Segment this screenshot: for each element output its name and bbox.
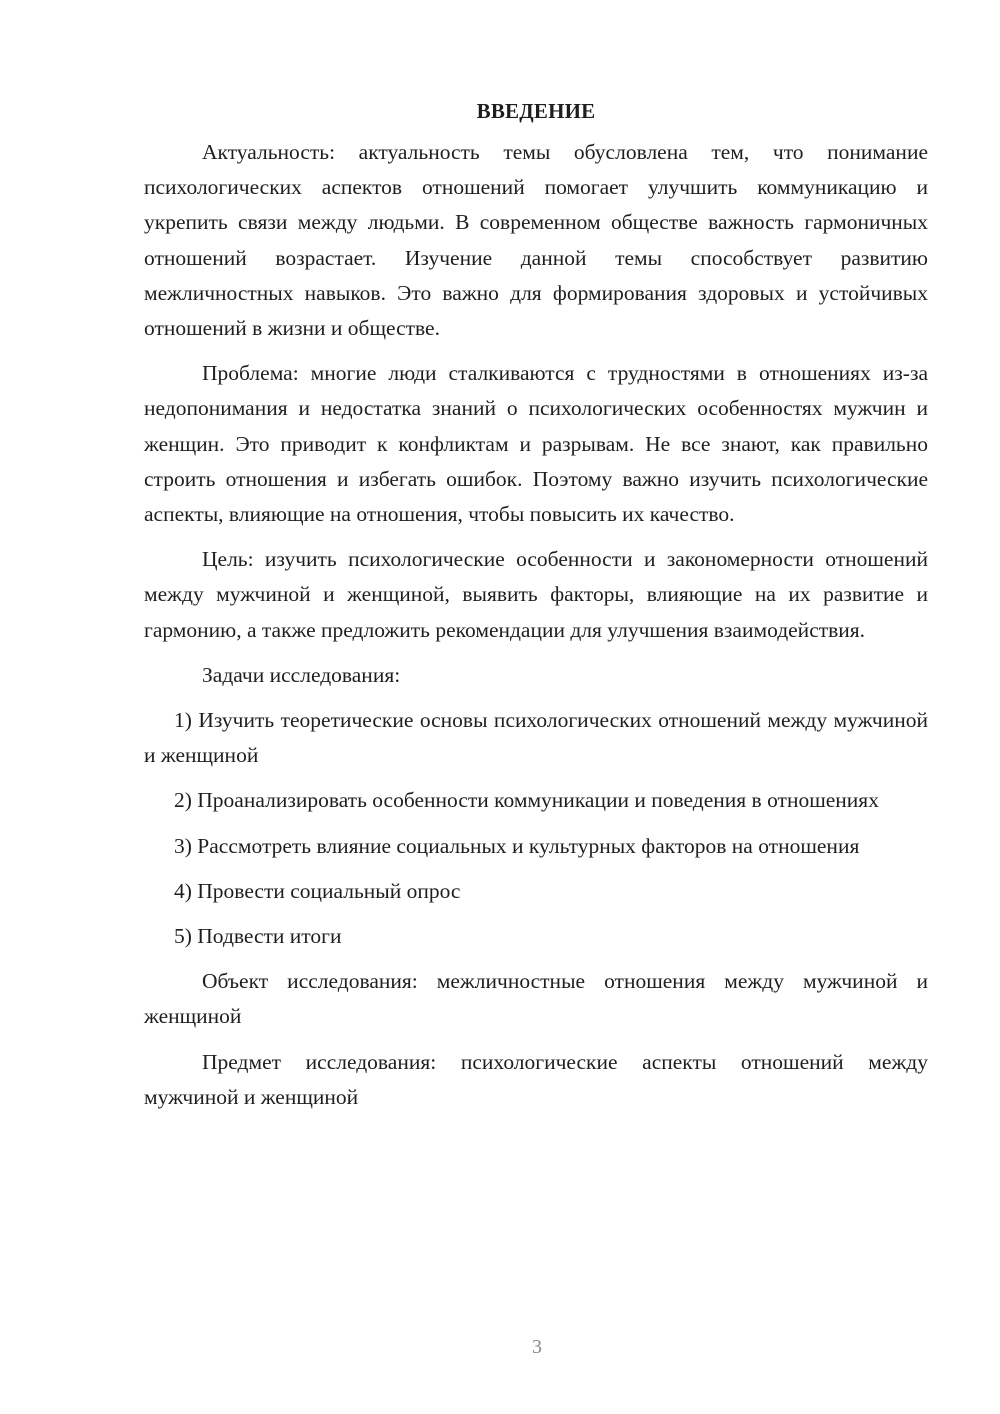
task-item: 1) Изучить теоретические основы психологических отношений между мужчиной и женщиной [144,708,928,768]
task-item: 4) Провести социальный опрос [174,878,461,903]
paragraph-goal: Цель: изучить психологические особенности и закономерности отношений между мужчиной и женщиной, выявить факторы, влияющие на их развитие и гармонию, а также предложить рекомендации для улучшения взаимодействия. [144,547,928,642]
paragraph-subject: Предмет исследования: психологические аспекты отношений между мужчиной и женщиной [144,1049,928,1109]
page-title: ВВЕДЕНИЕ [476,99,596,123]
page-number: 3 [532,1336,542,1358]
task-item: 3) Рассмотреть влияние социальных и культурных факторов на отношения [174,833,860,858]
task-item: 2) Проанализировать особенности коммуникации и поведения в отношениях [174,788,879,813]
paragraph-relevance: Актуальность: актуальность темы обусловлена тем, что понимание психологических аспектов отношений помогает улучшить коммуникацию и укрепить связи между людьми. В современном обществе важность гармоничных отношений возрастает. Изучение данной темы способствует развитию межличностных навыков. Это важно для формирования здоровых и устойчивых отношений в жизни и обществе. [144,140,928,341]
paragraph-tasks-heading: Задачи исследования: [202,662,401,687]
paragraph-problem: Проблема: многие люди сталкиваются с трудностями в отношениях из-за недопонимания и недостатка знаний о психологических особенностях мужчин и женщин. Это приводит к конфликтам и разрывам. Не все знают, как правильно строить отношения и избегать ошибок. Поэтому важно изучить психологические аспекты, влияющие на отношения, чтобы повысить их качество. [144,361,928,527]
task-item: 5) Подвести итоги [174,924,342,949]
page-content [144,96,928,1115]
paragraph-object: Объект исследования: межличностные отношения между мужчиной и женщиной [144,969,928,1029]
